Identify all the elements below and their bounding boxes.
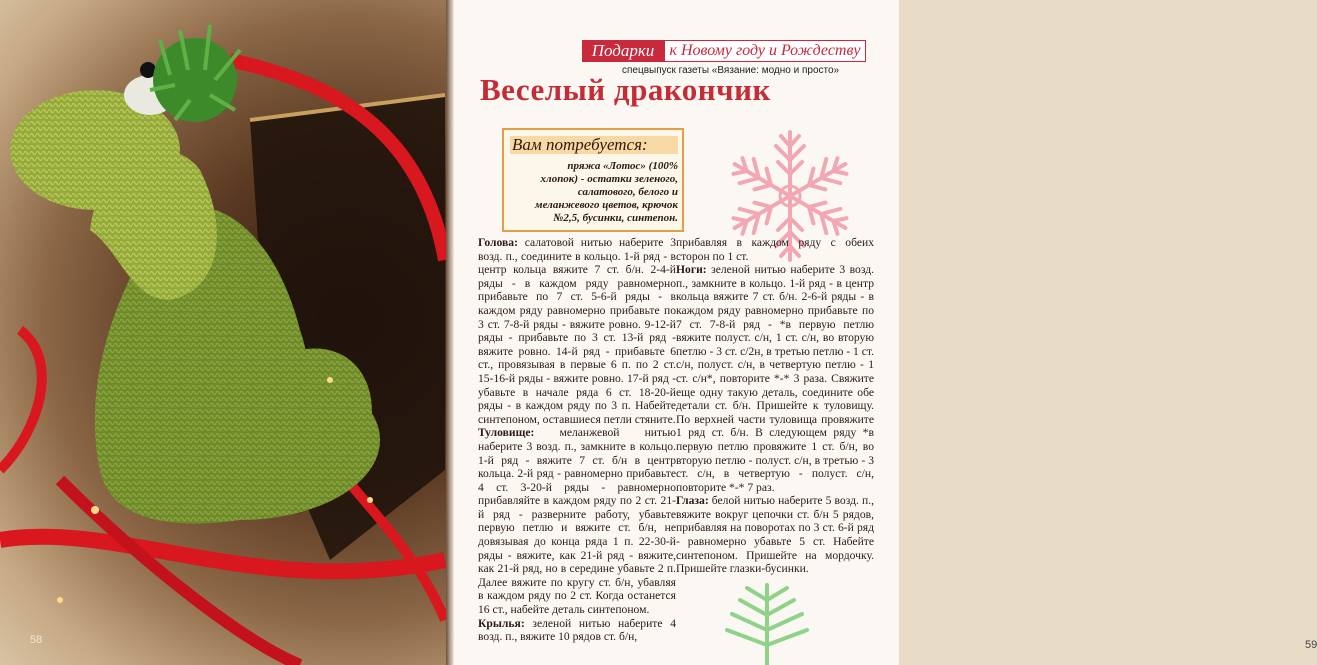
section-topic: к Новому году и Рождеству bbox=[664, 40, 866, 62]
section-body: Туловище: меланжевой нитью наберите 3 возд. п., замкните в кольцо. 1-й ряд - вяжите 7 ст. б/н в центр кольца. 2-й ряд - равномерно прибавьте 4 ст. 3-20-й ряды - равномерно прибавляйте в каждом ряду по 2 ст. 21-й ряд - разверните работу, убавьте первую петлю и вяжите ст. б/н, не довязывая до конца ряда 1 п. 22-30-й ряды - вяжите, как 21-й ряд - вяжите, как 21-й ряд, но в середине убавьте 2 п. Далее вяжите по кругу ст. б/н, убавляя в каждом ряду по 2 ст. Когда останется 16 ст., набейте деталь синтепоном. bbox=[478, 426, 676, 617]
photo-page bbox=[0, 0, 448, 665]
section-wings-cont: прибавляя в каждом ряду с обеих сторон по 1 ст. bbox=[676, 236, 874, 263]
yarn-tuft bbox=[150, 25, 240, 122]
article-title: Веселый дракончик bbox=[480, 72, 771, 107]
materials-box bbox=[502, 128, 684, 232]
section-eyes: Глаза: белой нитью наберите 5 возд. п., вяжите вокруг цепочки ст. б/н 5 рядов, прибавляя на поворотах по 3 ст. 6-й ряд - равномерно убавьте 5 ст. Набейте синтепоном. Пришейте на мордочку. Пришейте глазки-бусинки. bbox=[676, 494, 874, 576]
fern-icon bbox=[712, 580, 822, 665]
book-spine bbox=[446, 0, 454, 665]
instructions-column-2 bbox=[676, 236, 874, 576]
materials-list: пряжа «Лотос» (100% хлопок) - остатки зеленого, салатового, белого и меланжевого цветов, крючок №2,5, бусинки, синтепон. bbox=[535, 160, 678, 224]
section-head: Голова: салатовой нитью наберите 3 возд. п., соедините в кольцо. 1-й ряд - в центр кольца вяжите 7 ст. б/н. 2-4-й ряды - в каждом ряду равномерно прибавьте по 7 ст. 5-6-й ряды - в каждом ряду равномерно прибавьте по 3 ст. 7-8-й ряды - вяжите ровно. 9-12-й ряды - прибавьте по 3 ст. 13-й ряд - вяжите ровно. 14-й ряд - прибавьте 6 ст., провязывая в первые 6 п. по 2 ст. 15-16-й ряды - вяжите ровно. 17-й ряд - убавьте в начале ряда 6 ст. 18-20-й ряды - в каждом ряду по 3 п. Набейте синтепоном, оставшиеся петли стяните. bbox=[478, 236, 676, 426]
materials-heading: Вам потребуется: bbox=[510, 136, 678, 154]
section-wings: Крылья: зеленой нитью наберите 4 возд. п., вяжите 10 рядов ст. б/н, bbox=[478, 616, 676, 644]
instructions-column-1 bbox=[478, 236, 676, 644]
section-legs: Ноги: зеленой нитью наберите 3 возд. п., замкните в кольцо. 1-й ряд - в центр кольца вяжите 7 ст. б/н. 2-6-й ряды - в каждом ряду равномерно прибавьте по 7 ст. 7-8-й ряд - *в первую петлю вяжите полуст. с/н, 1 ст. с/н, во вторую петлю - 3 ст. с/2н, в третью петлю - 1 ст. с/н, полуст. с/н, в четвертую петлю - 1 ст. с/н*, повторите *-* 3 раза. Свяжите еще одну такую деталь, соедините обе детали ст. б/н. Пришейте к туловищу. По верхней части туловища провяжите 1 ряд ст. б/н. В следующем ряду *в первую петлю провяжите 1 ст. б/н, во вторую петлю - полуст. с/н, в третью - 3 ст. с/н, в четвертую - полуст. с/н, повторите *-* 7 раз. bbox=[676, 263, 874, 494]
section-header bbox=[582, 40, 868, 62]
page-number-left: 58 bbox=[30, 634, 43, 646]
section-category: Подарки bbox=[582, 40, 664, 62]
dragon-photo bbox=[0, 0, 448, 665]
page-number-right: 59 bbox=[1305, 639, 1317, 651]
article-page bbox=[454, 0, 1317, 665]
publication-subtitle: спецвыпуск газеты «Вязание: модно и просто» bbox=[622, 65, 840, 76]
